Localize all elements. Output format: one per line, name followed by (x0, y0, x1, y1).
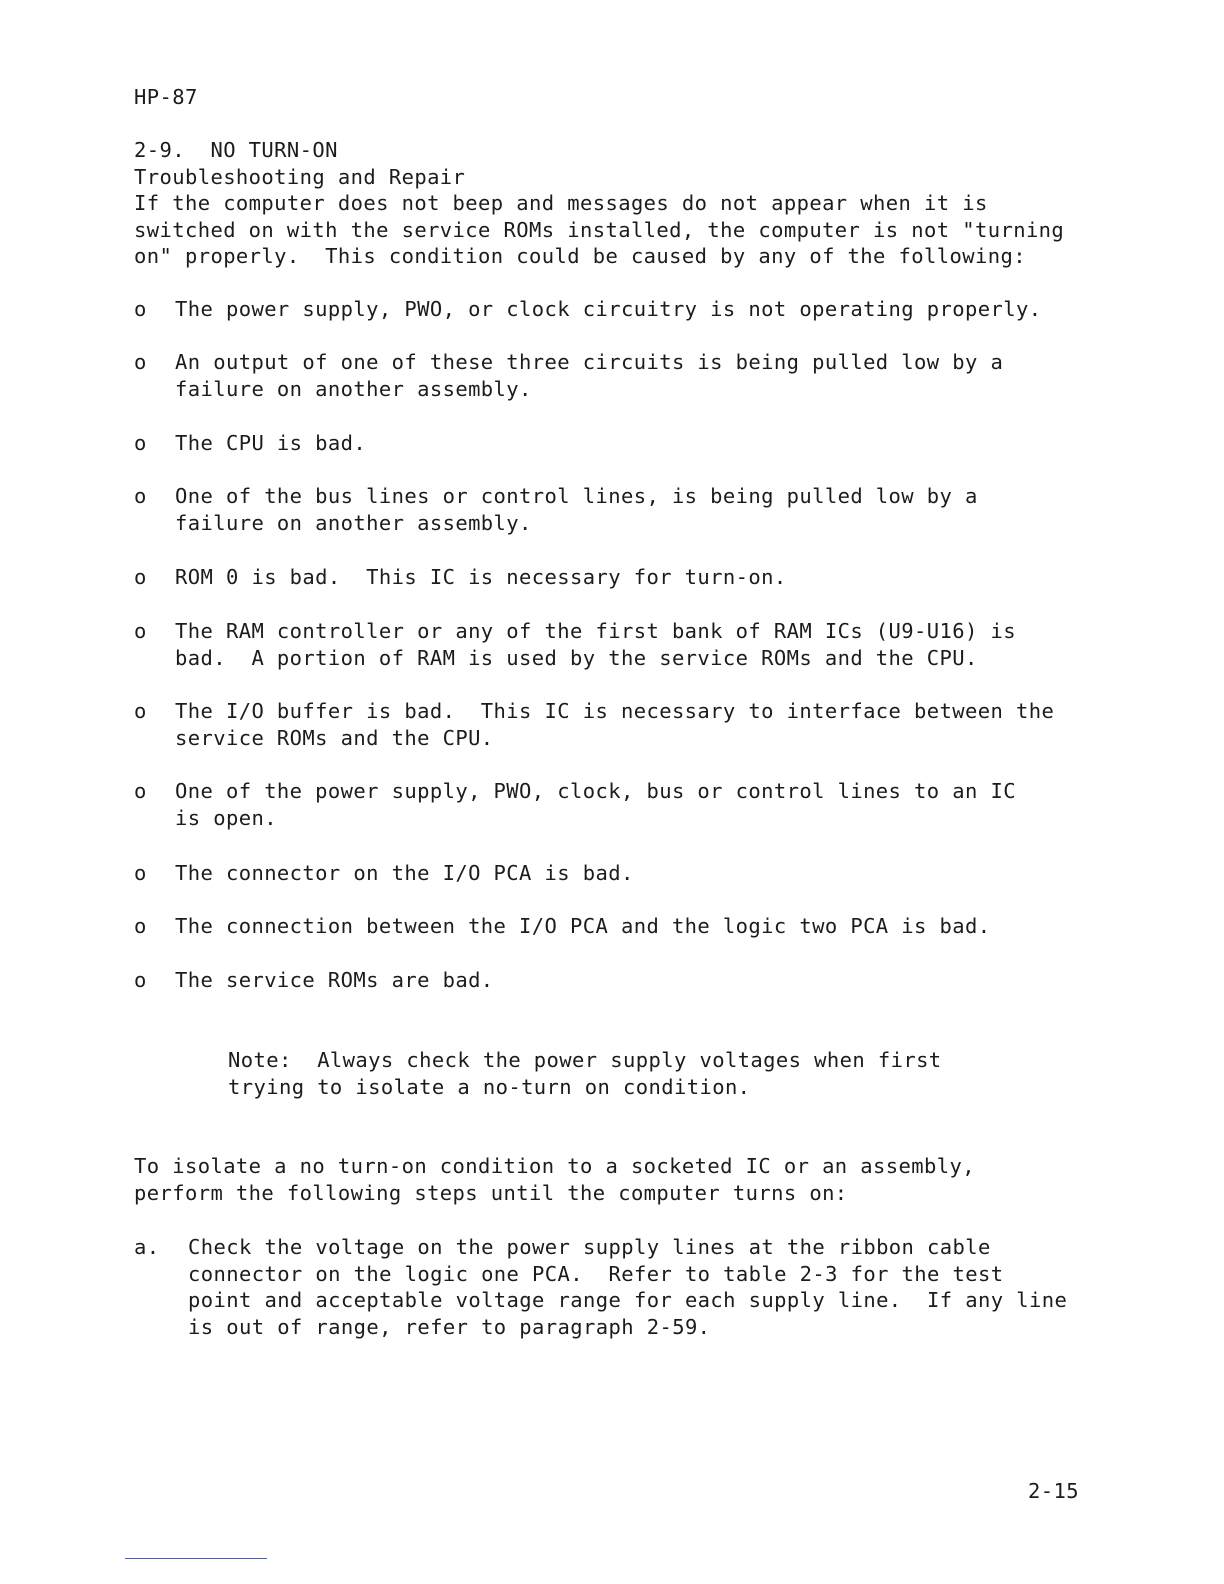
bullet-mark: o (134, 297, 147, 321)
bullet-mark: o (134, 861, 147, 885)
page-number: 2-15 (1028, 1479, 1079, 1503)
bullet-mark: o (134, 914, 147, 938)
list-item-text: The power supply, PWO, or clock circuitry is not operating properly. (175, 297, 1042, 321)
isolate-paragraph: To isolate a no turn-on condition to a socketed IC or an assembly, perform the following steps until the computer turns on: (134, 1154, 975, 1205)
list-item-text: One of the bus lines or control lines, is being pulled low by a failure on another assembly. (175, 484, 978, 535)
page-header (134, 31, 465, 217)
footer-rule (125, 1558, 267, 1559)
list-item-text: The service ROMs are bad. (175, 968, 494, 992)
bullet-mark: o (134, 431, 147, 455)
list-item-text: The connector on the I/O PCA is bad. (175, 861, 634, 885)
list-item (134, 296, 1134, 323)
intro-paragraph: If the computer does not beep and messages do not appear when it is switched on with the service ROMs installed, the computer is not "turning on" properly. This condition could be caused by any of the following: (134, 191, 1065, 268)
bullet-mark: o (134, 484, 147, 508)
step-label: a. (134, 1235, 160, 1259)
bullet-mark: o (134, 619, 147, 643)
bullet-mark: o (134, 968, 147, 992)
list-item-text: One of the power supply, PWO, clock, bus or control lines to an IC is open. (175, 779, 1016, 830)
bullet-mark: o (134, 699, 147, 723)
bullet-mark: o (134, 565, 147, 589)
list-item-text: The connection between the I/O PCA and the logic two PCA is bad. (175, 914, 991, 938)
header-product: HP-87 (134, 85, 198, 109)
header-chapter: Troubleshooting and Repair (134, 164, 466, 189)
section-title: 2-9. NO TURN-ON (134, 138, 338, 162)
note: Note: Always check the power supply voltages when first trying to isolate a no-turn on condition. (228, 1048, 942, 1099)
cause-list (134, 296, 1134, 992)
list-item-text: The RAM controller or any of the first bank of RAM ICs (U9-U16) is bad. A portion of RAM is used by the service ROMs and the CPU. (175, 619, 1016, 670)
list-item-text: The I/O buffer is bad. This IC is necessary to interface between the service ROMs and the CPU. (175, 699, 1055, 750)
list-item-text: An output of one of these three circuits is being pulled low by a failure on another assembly. (175, 350, 1004, 401)
bullet-mark: o (134, 350, 147, 374)
list-item-text: The CPU is bad. (175, 431, 367, 455)
step-text: Check the voltage on the power supply lines at the ribbon cable connector on the logic one PCA. Refer to table 2-3 for the test point and acceptable voltage range for each supply line. If any line is out of range, refer to paragraph 2-59. (188, 1235, 1068, 1339)
list-item-text: ROM 0 is bad. This IC is necessary for turn-on. (175, 565, 787, 589)
bullet-mark: o (134, 779, 147, 803)
